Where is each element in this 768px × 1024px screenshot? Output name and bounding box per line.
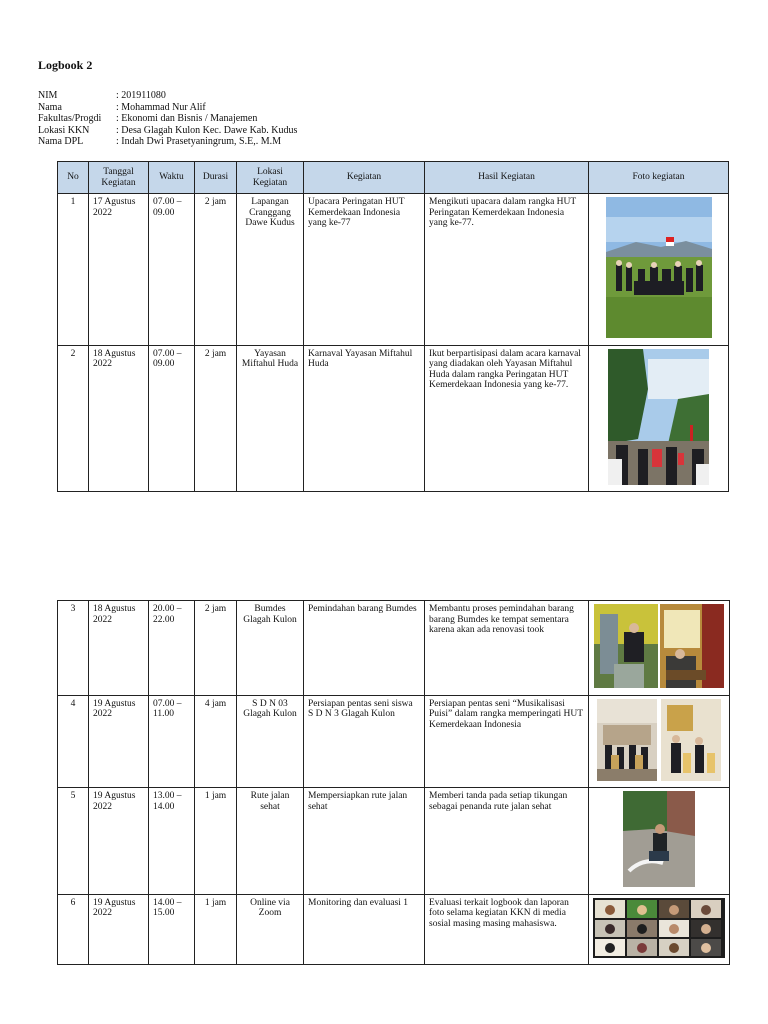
cell-lokasi: S D N 03 Glagah Kulon bbox=[237, 695, 304, 788]
student-info bbox=[38, 90, 297, 148]
info-row bbox=[38, 125, 297, 137]
table-header-row bbox=[58, 162, 729, 194]
table-row bbox=[58, 894, 730, 965]
cell-foto bbox=[589, 788, 730, 895]
header-tanggal: Tanggal Kegiatan bbox=[89, 162, 149, 194]
ceremony-photo bbox=[606, 197, 712, 338]
moving-photo bbox=[594, 604, 724, 688]
info-label: Lokasi KKN bbox=[38, 124, 90, 136]
cell-kegiatan: Karnaval Yayasan Miftahul Huda bbox=[304, 345, 425, 492]
table-row bbox=[58, 194, 729, 346]
header-kegiatan: Kegiatan bbox=[304, 162, 425, 194]
cell-no: 3 bbox=[58, 601, 89, 696]
info-row bbox=[38, 90, 297, 102]
school-photo bbox=[597, 699, 721, 781]
cell-hasil: Ikut berpartisipasi dalam acara karnaval yang diadakan oleh Yayasan Miftahul Huda dalam rangka Peringatan HUT Kemerdekaan Indonesia yang ke-77. bbox=[425, 345, 589, 492]
cell-tanggal: 18 Agustus 2022 bbox=[89, 601, 149, 696]
info-label: Nama bbox=[38, 101, 62, 113]
table-row bbox=[58, 345, 729, 492]
cell-kegiatan: Pemindahan barang Bumdes bbox=[304, 601, 425, 696]
cell-foto bbox=[589, 194, 729, 346]
cell-no: 6 bbox=[58, 894, 89, 965]
cell-waktu: 20.00 – 22.00 bbox=[149, 601, 195, 696]
route-photo bbox=[623, 791, 695, 887]
page-title: Logbook 2 bbox=[38, 58, 93, 72]
info-value: : Ekonomi dan Bisnis / Manajemen bbox=[116, 113, 258, 124]
cell-hasil: Membantu proses pemindahan barang barang Bumdes ke tempat sementara karena akan ada renovasi took bbox=[425, 601, 589, 696]
header-foto: Foto kegiatan bbox=[589, 162, 729, 194]
cell-kegiatan: Persiapan pentas seni siswa S D N 3 Glagah Kulon bbox=[304, 695, 425, 788]
table-row bbox=[58, 695, 730, 788]
cell-kegiatan: Monitoring dan evaluasi 1 bbox=[304, 894, 425, 965]
info-value: : 201911080 bbox=[116, 90, 166, 101]
cell-no: 1 bbox=[58, 194, 89, 346]
logbook-table-2 bbox=[57, 600, 730, 965]
cell-tanggal: 19 Agustus 2022 bbox=[89, 894, 149, 965]
cell-durasi: 4 jam bbox=[195, 695, 237, 788]
header-durasi: Durasi bbox=[195, 162, 237, 194]
cell-waktu: 07.00 – 11.00 bbox=[149, 695, 195, 788]
info-label: Nama DPL bbox=[38, 136, 84, 147]
cell-tanggal: 17 Agustus 2022 bbox=[89, 194, 149, 346]
cell-hasil: Persiapan pentas seni “Musikalisasi Puisi” dalam rangka memperingati HUT Kemerdekaan Indonesia bbox=[425, 695, 589, 788]
cell-waktu: 07.00 – 09.00 bbox=[149, 194, 195, 346]
logbook-table-1 bbox=[57, 161, 729, 492]
cell-tanggal: 19 Agustus 2022 bbox=[89, 695, 149, 788]
cell-lokasi: Lapangan Cranggang Dawe Kudus bbox=[237, 194, 304, 346]
cell-waktu: 13.00 – 14.00 bbox=[149, 788, 195, 895]
cell-durasi: 2 jam bbox=[195, 194, 237, 346]
cell-tanggal: 19 Agustus 2022 bbox=[89, 788, 149, 895]
header-no: No bbox=[58, 162, 89, 194]
cell-lokasi: Online via Zoom bbox=[237, 894, 304, 965]
table-row bbox=[58, 601, 730, 696]
info-row bbox=[38, 102, 297, 114]
zoom-photo bbox=[593, 898, 725, 958]
cell-durasi: 2 jam bbox=[195, 345, 237, 492]
cell-no: 2 bbox=[58, 345, 89, 492]
cell-foto bbox=[589, 894, 730, 965]
info-row bbox=[38, 113, 297, 125]
cell-no: 4 bbox=[58, 695, 89, 788]
cell-hasil: Mengikuti upacara dalam rangka HUT Peringatan Kemerdekaan Indonesia yang ke-77. bbox=[425, 194, 589, 346]
cell-lokasi: Rute jalan sehat bbox=[237, 788, 304, 895]
cell-foto bbox=[589, 601, 730, 696]
cell-hasil: Memberi tanda pada setiap tikungan sebagai penanda rute jalan sehat bbox=[425, 788, 589, 895]
cell-lokasi: Bumdes Glagah Kulon bbox=[237, 601, 304, 696]
info-label: Fakultas/Progdi bbox=[38, 113, 102, 124]
cell-foto bbox=[589, 345, 729, 492]
info-value: : Indah Dwi Prasetyaningrum, S.E,. M.M bbox=[116, 136, 281, 147]
cell-kegiatan: Mempersiapkan rute jalan sehat bbox=[304, 788, 425, 895]
header-hasil: Hasil Kegiatan bbox=[425, 162, 589, 194]
info-value: : Desa Glagah Kulon Kec. Dawe Kab. Kudus bbox=[116, 124, 298, 136]
info-value: : Mohammad Nur Alif bbox=[116, 101, 206, 113]
cell-hasil: Evaluasi terkait logbook dan laporan foto selama kegiatan KKN di media sosial masing masing mahasiswa. bbox=[425, 894, 589, 965]
header-lokasi: Lokasi Kegiatan bbox=[237, 162, 304, 194]
cell-durasi: 1 jam bbox=[195, 788, 237, 895]
cell-durasi: 2 jam bbox=[195, 601, 237, 696]
info-row bbox=[38, 136, 297, 148]
cell-tanggal: 18 Agustus 2022 bbox=[89, 345, 149, 492]
cell-no: 5 bbox=[58, 788, 89, 895]
cell-waktu: 14.00 – 15.00 bbox=[149, 894, 195, 965]
cell-durasi: 1 jam bbox=[195, 894, 237, 965]
cell-lokasi: Yayasan Miftahul Huda bbox=[237, 345, 304, 492]
cell-waktu: 07.00 – 09.00 bbox=[149, 345, 195, 492]
table-row bbox=[58, 788, 730, 895]
carnival-photo bbox=[608, 349, 709, 485]
info-label: NIM bbox=[38, 90, 58, 101]
cell-foto bbox=[589, 695, 730, 788]
header-waktu: Waktu bbox=[149, 162, 195, 194]
cell-kegiatan: Upacara Peringatan HUT Kemerdekaan Indonesia yang ke-77 bbox=[304, 194, 425, 346]
